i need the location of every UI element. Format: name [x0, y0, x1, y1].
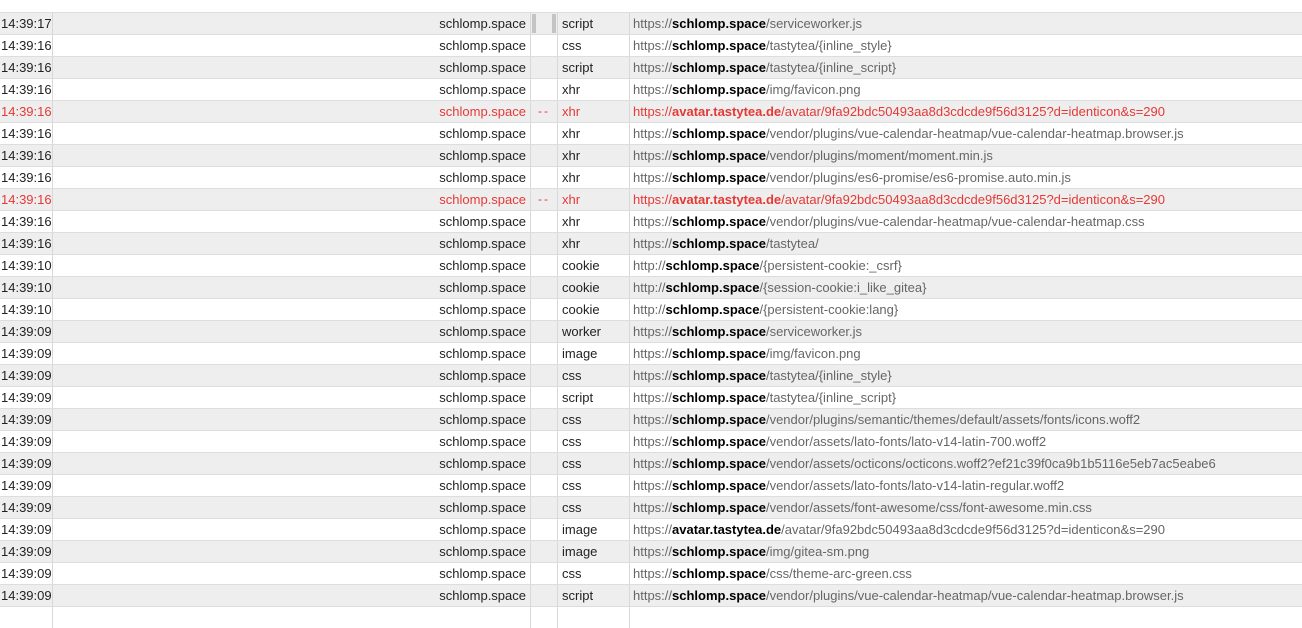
request-url[interactable] — [630, 387, 1302, 408]
url-scheme: https:// — [633, 544, 673, 559]
request-type: script — [558, 57, 630, 78]
request-type: xhr — [558, 167, 630, 188]
request-url[interactable] — [630, 79, 1302, 100]
filter-status-text: -- — [538, 104, 550, 118]
url-scheme: https:// — [633, 324, 673, 339]
request-type: css — [558, 35, 630, 56]
filter-status[interactable] — [531, 101, 558, 122]
request-time: 14:39:16 — [0, 211, 53, 232]
request-origin: schlomp.space — [54, 167, 531, 188]
request-type: css — [558, 409, 630, 430]
request-type: xhr — [558, 79, 630, 100]
request-url[interactable] — [630, 563, 1302, 584]
url-path: /css/theme-arc-green.css — [765, 566, 912, 581]
log-row[interactable] — [0, 144, 1302, 166]
filter-status[interactable] — [531, 519, 558, 540]
request-url[interactable] — [630, 35, 1302, 56]
url-path: /avatar/9fa92bdc50493aa8d3cdcde9f56d3125?d=identicon&s=290 — [781, 522, 1165, 537]
request-time: 14:39:17 — [0, 13, 53, 34]
request-time: 14:39:16 — [0, 79, 53, 100]
filter-status[interactable] — [531, 475, 558, 496]
request-url[interactable] — [630, 57, 1302, 78]
log-row[interactable] — [0, 518, 1302, 540]
url-path: /img/gitea-sm.png — [765, 544, 870, 559]
url-host: schlomp.space — [672, 368, 766, 383]
request-time: 14:39:16 — [0, 233, 53, 254]
url-path: /vendor/plugins/moment/moment.min.js — [765, 148, 993, 163]
request-origin: schlomp.space — [54, 35, 531, 56]
request-origin: schlomp.space — [54, 409, 531, 430]
url-host: schlomp.space — [672, 412, 766, 427]
url-host: schlomp.space — [672, 390, 766, 405]
url-host: schlomp.space — [665, 302, 760, 317]
request-origin: schlomp.space — [54, 233, 531, 254]
url-host: schlomp.space — [672, 324, 766, 339]
url-path: /serviceworker.js — [765, 16, 863, 31]
request-type: css — [558, 563, 630, 584]
log-row[interactable] — [0, 122, 1302, 144]
filter-status[interactable] — [531, 123, 558, 144]
filter-status[interactable] — [531, 57, 558, 78]
request-origin: schlomp.space — [54, 475, 531, 496]
request-origin: schlomp.space — [54, 145, 531, 166]
request-time: 14:39:09 — [0, 475, 53, 496]
filter-status[interactable] — [531, 607, 558, 628]
request-time: 14:39:10 — [0, 299, 53, 320]
request-origin: schlomp.space — [54, 277, 531, 298]
url-scheme: http:// — [633, 280, 666, 295]
url-scheme: https:// — [633, 500, 673, 515]
url-path: /{persistent-cookie:lang} — [759, 302, 899, 317]
request-origin: schlomp.space — [54, 519, 531, 540]
log-row[interactable] — [0, 188, 1302, 210]
request-type — [558, 607, 630, 628]
request-origin — [54, 607, 531, 628]
filter-status[interactable] — [531, 321, 558, 342]
filter-status[interactable] — [531, 189, 558, 210]
request-type: worker — [558, 321, 630, 342]
request-origin: schlomp.space — [54, 189, 531, 210]
url-host: schlomp.space — [672, 16, 766, 31]
request-origin: schlomp.space — [54, 343, 531, 364]
request-origin: schlomp.space — [54, 57, 531, 78]
log-row[interactable] — [0, 342, 1302, 364]
url-scheme: https:// — [633, 346, 673, 361]
log-row[interactable] — [0, 408, 1302, 430]
filter-status[interactable] — [531, 343, 558, 364]
url-scheme: https:// — [633, 588, 673, 603]
log-row[interactable] — [0, 56, 1302, 78]
filter-status[interactable] — [531, 167, 558, 188]
request-time: 14:39:09 — [0, 541, 53, 562]
request-origin: schlomp.space — [54, 431, 531, 452]
url-scheme: https:// — [633, 412, 673, 427]
request-time: 14:39:16 — [0, 35, 53, 56]
url-scheme: https:// — [633, 214, 673, 229]
request-origin: schlomp.space — [54, 211, 531, 232]
request-url[interactable] — [630, 365, 1302, 386]
url-path: /serviceworker.js — [765, 324, 863, 339]
filter-status[interactable] — [531, 277, 558, 298]
log-row[interactable] — [0, 232, 1302, 254]
request-url[interactable] — [630, 431, 1302, 452]
request-url[interactable] — [630, 519, 1302, 540]
request-url[interactable] — [630, 13, 1302, 34]
filter-status[interactable] — [531, 387, 558, 408]
url-scheme: https:// — [633, 148, 673, 163]
url-scheme: https:// — [633, 104, 673, 119]
url-scheme: https:// — [633, 236, 673, 251]
request-time: 14:39:09 — [0, 387, 53, 408]
request-url[interactable] — [630, 541, 1302, 562]
url-host: schlomp.space — [672, 346, 766, 361]
request-time: 14:39:16 — [0, 57, 53, 78]
request-url[interactable] — [630, 475, 1302, 496]
url-host: schlomp.space — [672, 544, 766, 559]
log-row[interactable] — [0, 364, 1302, 386]
request-type: script — [558, 387, 630, 408]
url-host: schlomp.space — [672, 478, 766, 493]
filter-marker-left — [532, 14, 536, 33]
log-row[interactable] — [0, 452, 1302, 474]
url-path: /vendor/assets/octicons/octicons.woff2?ef21c39f0ca9b1b5116e5eb7ac5eabe6 — [765, 456, 1216, 471]
filter-status[interactable] — [531, 453, 558, 474]
request-url[interactable] — [630, 233, 1302, 254]
filter-status[interactable] — [531, 255, 558, 276]
filter-status[interactable] — [531, 497, 558, 518]
request-type: xhr — [558, 101, 630, 122]
request-url[interactable] — [630, 453, 1302, 474]
request-url[interactable] — [630, 585, 1302, 606]
request-origin: schlomp.space — [54, 79, 531, 100]
filter-status-text: -- — [538, 192, 550, 206]
request-type: xhr — [558, 123, 630, 144]
log-row[interactable] — [0, 210, 1302, 232]
url-path: /{session-cookie:i_like_gitea} — [759, 280, 927, 295]
filter-status[interactable] — [531, 13, 558, 34]
request-type: xhr — [558, 145, 630, 166]
url-scheme: https:// — [633, 126, 673, 141]
url-scheme: https:// — [633, 368, 673, 383]
url-path: /tastytea/ — [765, 236, 819, 251]
url-path: /vendor/plugins/es6-promise/es6-promise.auto.min.js — [765, 170, 1071, 185]
log-row[interactable] — [0, 100, 1302, 122]
url-host: schlomp.space — [672, 588, 766, 603]
request-origin: schlomp.space — [54, 541, 531, 562]
request-type: xhr — [558, 233, 630, 254]
url-path: /avatar/9fa92bdc50493aa8d3cdcde9f56d3125?d=identicon&s=290 — [781, 104, 1165, 119]
request-time: 14:39:09 — [0, 365, 53, 386]
request-type: cookie — [558, 277, 630, 298]
url-path: /{persistent-cookie:_csrf} — [759, 258, 902, 273]
request-type: xhr — [558, 211, 630, 232]
request-time: 14:39:10 — [0, 277, 53, 298]
request-type: image — [558, 541, 630, 562]
url-path: /avatar/9fa92bdc50493aa8d3cdcde9f56d3125?d=identicon&s=290 — [781, 192, 1165, 207]
request-origin: schlomp.space — [54, 123, 531, 144]
url-path: /vendor/assets/font-awesome/css/font-awesome.min.css — [765, 500, 1092, 515]
url-path: /img/favicon.png — [765, 346, 861, 361]
url-scheme: http:// — [633, 302, 666, 317]
request-url[interactable] — [630, 123, 1302, 144]
request-url[interactable] — [630, 299, 1302, 320]
url-scheme: https:// — [633, 390, 673, 405]
request-time: 14:39:16 — [0, 101, 53, 122]
request-origin: schlomp.space — [54, 321, 531, 342]
url-host: schlomp.space — [665, 258, 760, 273]
filter-marker-right — [552, 14, 556, 33]
url-scheme: https:// — [633, 60, 673, 75]
log-row[interactable] — [0, 34, 1302, 56]
filter-status[interactable] — [531, 431, 558, 452]
url-scheme: https:// — [633, 566, 673, 581]
request-url[interactable] — [630, 277, 1302, 298]
request-time — [0, 607, 53, 628]
url-host: avatar.tastytea.de — [672, 522, 782, 537]
filter-status[interactable] — [531, 211, 558, 232]
filter-status[interactable] — [531, 585, 558, 606]
url-scheme: https:// — [633, 478, 673, 493]
url-host: schlomp.space — [672, 236, 766, 251]
url-scheme: https:// — [633, 456, 673, 471]
url-host: schlomp.space — [672, 500, 766, 515]
request-type: script — [558, 585, 630, 606]
request-log — [0, 12, 1302, 628]
url-host: avatar.tastytea.de — [672, 192, 782, 207]
request-type: css — [558, 497, 630, 518]
request-url[interactable] — [630, 321, 1302, 342]
request-time: 14:39:16 — [0, 123, 53, 144]
request-url[interactable] — [630, 607, 1302, 628]
request-time: 14:39:09 — [0, 497, 53, 518]
request-type: css — [558, 431, 630, 452]
log-row[interactable] — [0, 166, 1302, 188]
log-row[interactable] — [0, 606, 1302, 628]
request-origin: schlomp.space — [54, 365, 531, 386]
request-time: 14:39:09 — [0, 585, 53, 606]
filter-status[interactable] — [531, 409, 558, 430]
request-time: 14:39:16 — [0, 167, 53, 188]
url-host: schlomp.space — [672, 60, 766, 75]
filter-status[interactable] — [531, 365, 558, 386]
request-time: 14:39:09 — [0, 519, 53, 540]
url-path: /vendor/plugins/vue-calendar-heatmap/vue-calendar-heatmap.css — [765, 214, 1145, 229]
request-url[interactable] — [630, 343, 1302, 364]
url-path: /img/favicon.png — [765, 82, 861, 97]
url-scheme: http:// — [633, 258, 666, 273]
log-row[interactable] — [0, 496, 1302, 518]
filter-status[interactable] — [531, 145, 558, 166]
url-host: schlomp.space — [672, 566, 766, 581]
url-host: avatar.tastytea.de — [672, 104, 782, 119]
request-time: 14:39:16 — [0, 145, 53, 166]
request-url[interactable] — [630, 101, 1302, 122]
filter-status[interactable] — [531, 299, 558, 320]
url-host: schlomp.space — [672, 148, 766, 163]
log-row[interactable] — [0, 320, 1302, 342]
url-host: schlomp.space — [672, 170, 766, 185]
url-scheme: https:// — [633, 38, 673, 53]
request-origin: schlomp.space — [54, 101, 531, 122]
log-row[interactable] — [0, 12, 1302, 34]
request-origin: schlomp.space — [54, 387, 531, 408]
url-path: /vendor/plugins/semantic/themes/default/assets/fonts/icons.woff2 — [765, 412, 1141, 427]
log-row[interactable] — [0, 540, 1302, 562]
url-scheme: https:// — [633, 522, 673, 537]
request-time: 14:39:09 — [0, 343, 53, 364]
request-url[interactable] — [630, 409, 1302, 430]
request-url[interactable] — [630, 497, 1302, 518]
url-scheme: https:// — [633, 434, 673, 449]
filter-status[interactable] — [531, 541, 558, 562]
request-type: image — [558, 343, 630, 364]
request-origin: schlomp.space — [54, 13, 531, 34]
request-origin: schlomp.space — [54, 585, 531, 606]
url-path: /vendor/plugins/vue-calendar-heatmap/vue-calendar-heatmap.browser.js — [765, 126, 1184, 141]
log-row[interactable] — [0, 254, 1302, 276]
log-row[interactable] — [0, 584, 1302, 606]
url-path: /tastytea/{inline_script} — [765, 390, 897, 405]
log-row[interactable] — [0, 298, 1302, 320]
request-url[interactable] — [630, 189, 1302, 210]
request-url[interactable] — [630, 145, 1302, 166]
request-time: 14:39:09 — [0, 321, 53, 342]
url-host: schlomp.space — [672, 434, 766, 449]
request-type: css — [558, 453, 630, 474]
url-path: /vendor/assets/lato-fonts/lato-v14-latin-regular.woff2 — [765, 478, 1065, 493]
request-origin: schlomp.space — [54, 299, 531, 320]
url-host: schlomp.space — [672, 82, 766, 97]
url-path: /tastytea/{inline_style} — [765, 368, 892, 383]
url-host: schlomp.space — [665, 280, 760, 295]
request-type: cookie — [558, 255, 630, 276]
request-origin: schlomp.space — [54, 453, 531, 474]
url-path: /vendor/assets/lato-fonts/lato-v14-latin-700.woff2 — [765, 434, 1047, 449]
request-time: 14:39:09 — [0, 409, 53, 430]
request-origin: schlomp.space — [54, 497, 531, 518]
url-host: schlomp.space — [672, 456, 766, 471]
request-time: 14:39:10 — [0, 255, 53, 276]
url-path: /tastytea/{inline_script} — [765, 60, 897, 75]
log-row[interactable] — [0, 78, 1302, 100]
request-type: script — [558, 13, 630, 34]
request-time: 14:39:09 — [0, 453, 53, 474]
url-scheme: https:// — [633, 192, 673, 207]
url-path: /tastytea/{inline_style} — [765, 38, 892, 53]
filter-status[interactable] — [531, 79, 558, 100]
log-row[interactable] — [0, 386, 1302, 408]
request-type: xhr — [558, 189, 630, 210]
request-type: cookie — [558, 299, 630, 320]
request-url[interactable] — [630, 211, 1302, 232]
request-type: css — [558, 475, 630, 496]
url-host: schlomp.space — [672, 126, 766, 141]
url-host: schlomp.space — [672, 38, 766, 53]
log-row[interactable] — [0, 430, 1302, 452]
request-type: image — [558, 519, 630, 540]
request-url[interactable] — [630, 255, 1302, 276]
log-row[interactable] — [0, 474, 1302, 496]
filter-status[interactable] — [531, 233, 558, 254]
request-origin: schlomp.space — [54, 563, 531, 584]
request-type: css — [558, 365, 630, 386]
request-time: 14:39:16 — [0, 189, 53, 210]
request-origin: schlomp.space — [54, 255, 531, 276]
filter-status[interactable] — [531, 563, 558, 584]
url-path: /vendor/plugins/vue-calendar-heatmap/vue-calendar-heatmap.browser.js — [765, 588, 1184, 603]
request-time: 14:39:09 — [0, 563, 53, 584]
filter-status[interactable] — [531, 35, 558, 56]
url-scheme: https:// — [633, 16, 673, 31]
request-time: 14:39:09 — [0, 431, 53, 452]
request-url[interactable] — [630, 167, 1302, 188]
log-row[interactable] — [0, 276, 1302, 298]
url-scheme: https:// — [633, 170, 673, 185]
log-row[interactable] — [0, 562, 1302, 584]
url-scheme: https:// — [633, 82, 673, 97]
url-host: schlomp.space — [672, 214, 766, 229]
